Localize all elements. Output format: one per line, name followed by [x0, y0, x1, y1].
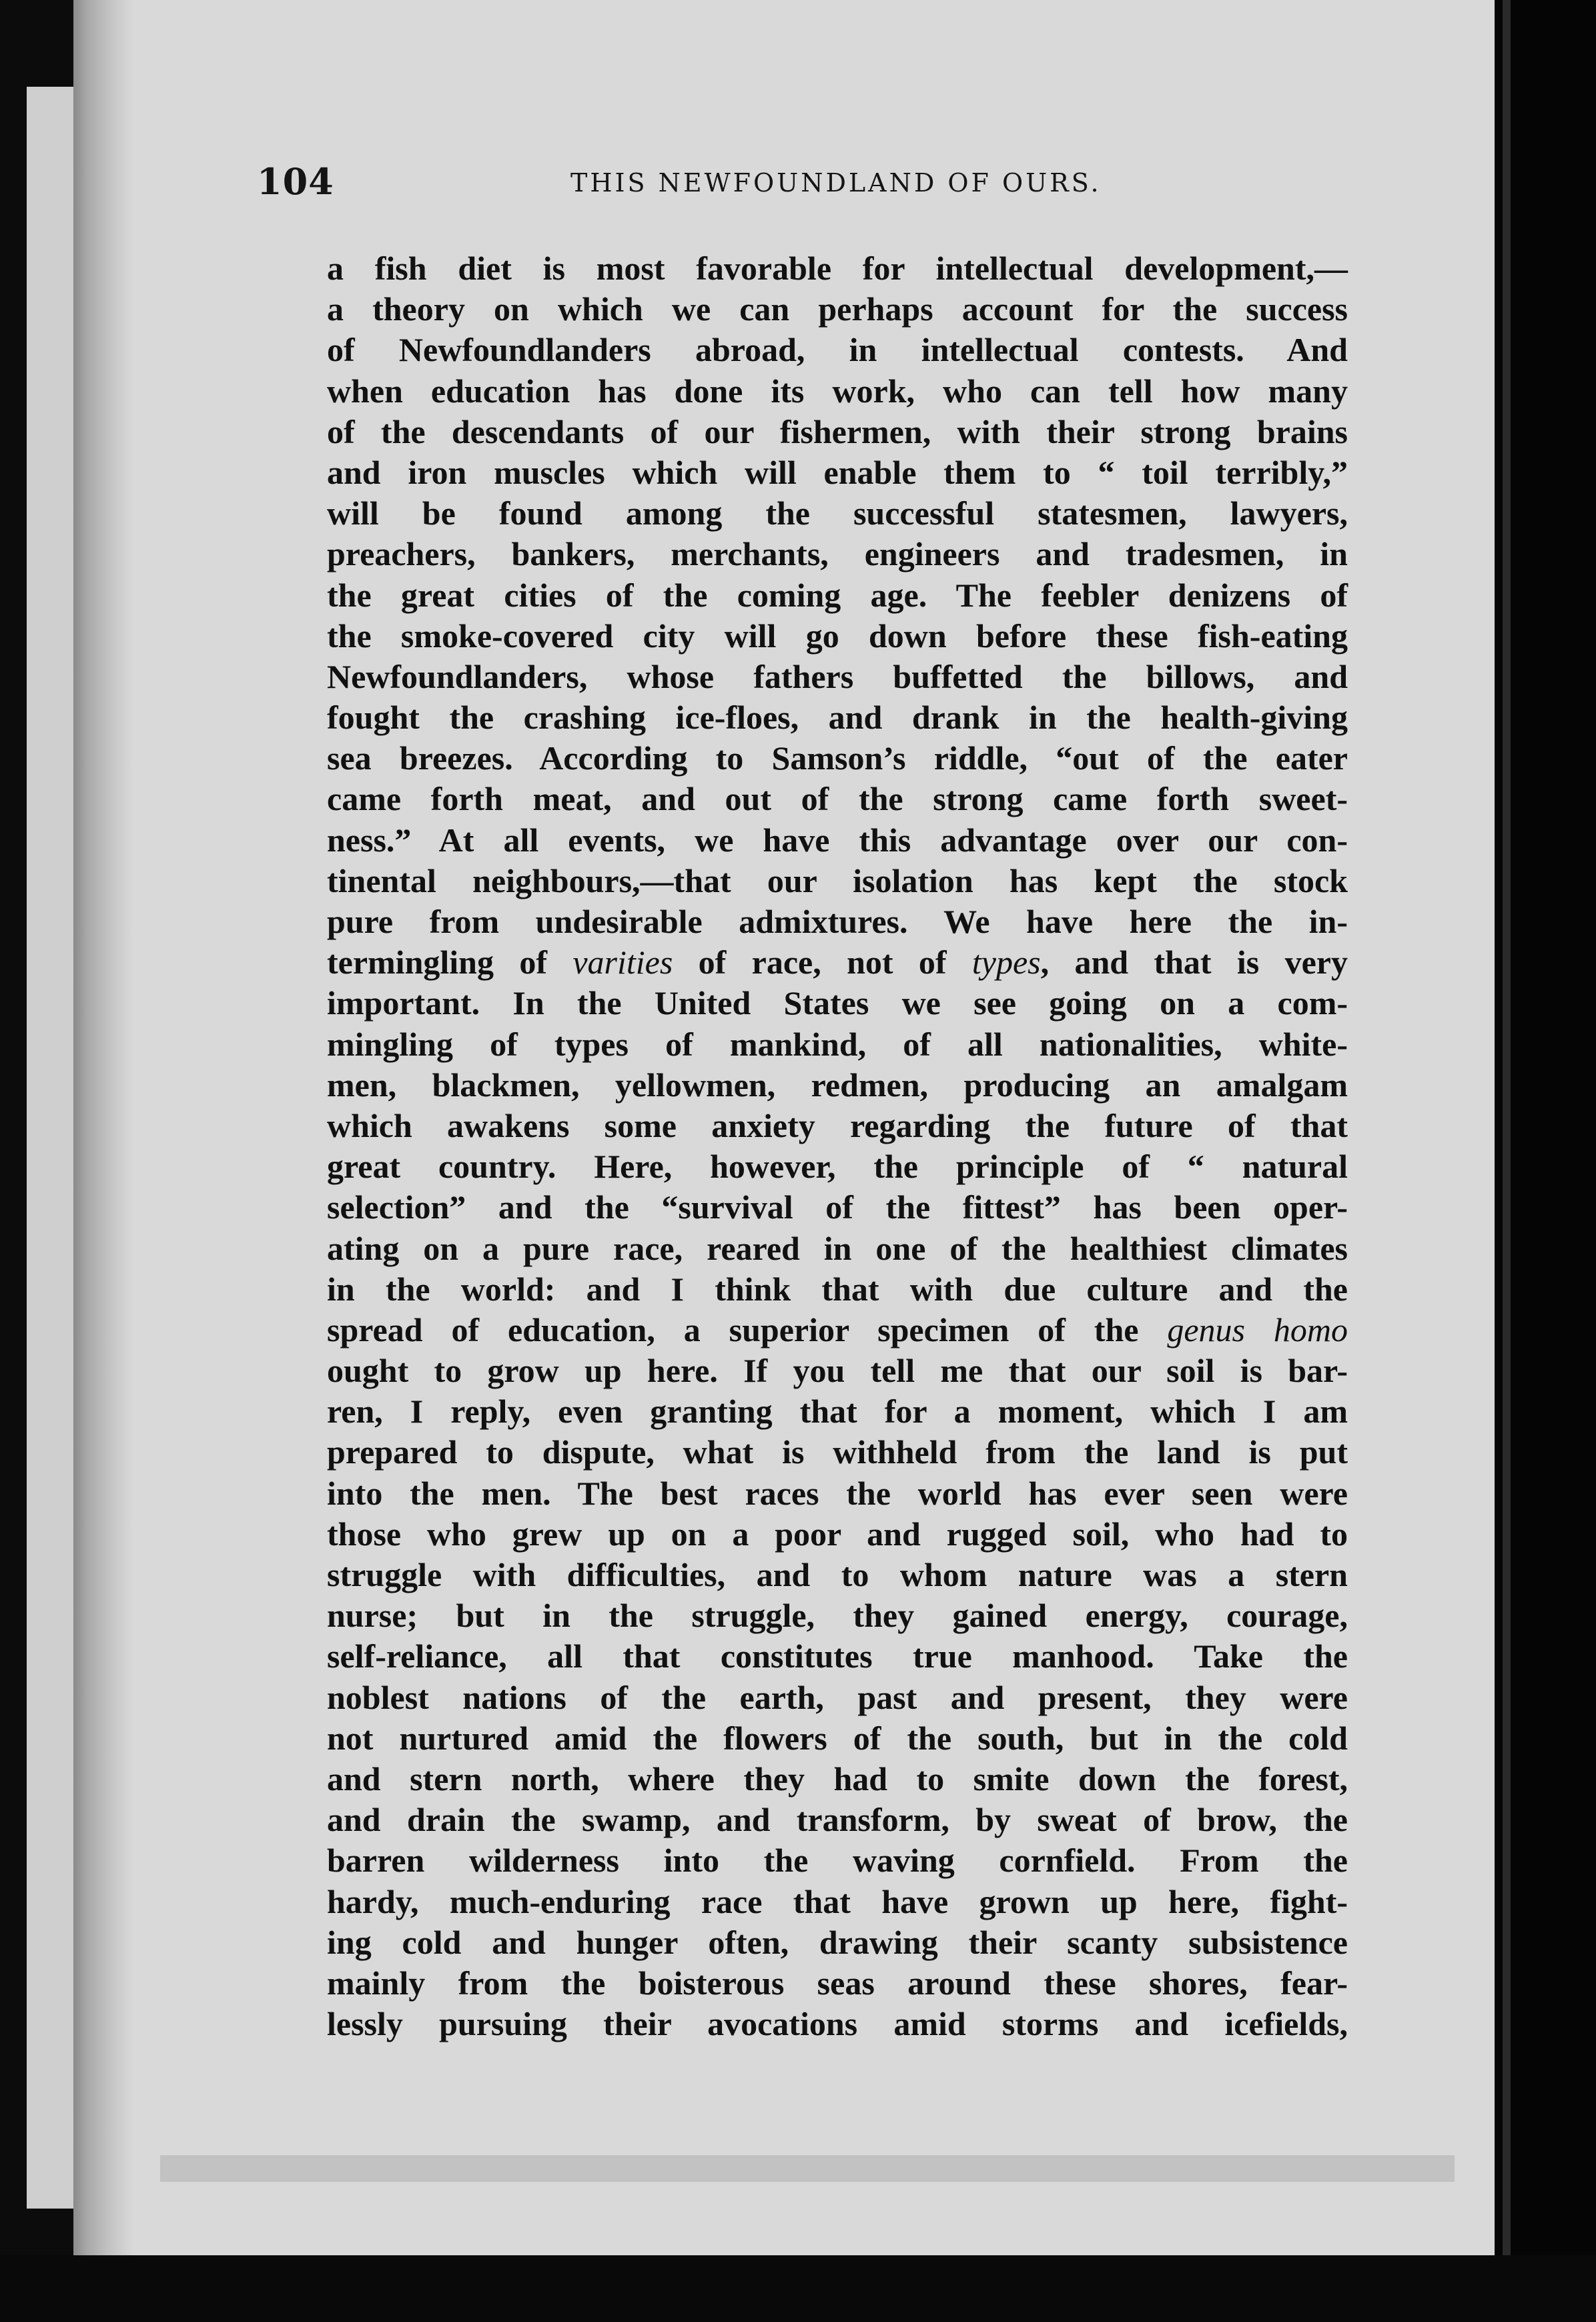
text-line: will be found among the successful statesmen, lawyers, [327, 494, 1348, 532]
text-line: nurse; but in the struggle, they gained energy, courage, [327, 1597, 1348, 1635]
text-line: hardy, much-enduring race that have grown up here, fight- [327, 1882, 1348, 1920]
body-text [327, 248, 1348, 2044]
text-line: ing cold and hunger often, drawing their scanty subsistence [327, 1923, 1348, 1961]
text-line: selection” and the “survival of the fittest” has been oper- [327, 1188, 1348, 1226]
text-line: struggle with difficulties, and to whom nature was a stern [327, 1556, 1348, 1593]
text-line: ness.” At all events, we have this advantage over our con- [327, 821, 1348, 859]
text-line: ating on a pure race, reared in one of the healthiest climates [327, 1229, 1348, 1267]
text-line: tinental neighbours,—that our isolation has kept the stock [327, 861, 1348, 899]
text-line: pure from undesirable admixtures. We have here the in- [327, 903, 1348, 940]
text-line: into the men. The best races the world has ever seen were [327, 1474, 1348, 1512]
italic-text: types [971, 943, 1041, 982]
text-line: spread of education, a superior specimen of the genus homo [327, 1310, 1348, 1348]
text-line: self-reliance, all that constitutes true manhood. Take the [327, 1637, 1348, 1675]
text-line: a theory on which we can perhaps account for the success [327, 290, 1348, 328]
text-line: and iron muscles which will enable them to “ toil terribly,” [327, 453, 1348, 491]
text-line: a fish diet is most favorable for intellectual development,— [327, 250, 1348, 287]
text-line: ought to grow up here. If you tell me that our soil is bar- [327, 1352, 1348, 1390]
text-line: in the world: and I think that with due culture and the [327, 1270, 1348, 1308]
text-line: men, blackmen, yellowmen, redmen, producing an amalgam [327, 1066, 1348, 1104]
scan-rule-right [1503, 0, 1511, 2322]
text-line: the smoke-covered city will go down before these fish-eating [327, 617, 1348, 655]
text-line: sea breezes. According to Samson’s riddle, “out of the eater [327, 739, 1348, 777]
text-line: of Newfoundlanders abroad, in intellectual contests. And [327, 331, 1348, 369]
text-line: lessly pursuing their avocations amid storms and icefields, [327, 2005, 1348, 2043]
running-title: THIS NEWFOUNDLAND OF OURS. [570, 168, 1102, 198]
text-line: important. In the United States we see going on a com- [327, 984, 1348, 1022]
text-line: those who grew up on a poor and rugged soil, who had to [327, 1515, 1348, 1553]
running-head [257, 160, 1358, 214]
text-line: fought the crashing ice-floes, and drank in the health-giving [327, 699, 1348, 737]
text-line: great country. Here, however, the principle of “ natural [327, 1148, 1348, 1186]
text-line: of the descendants of our fishermen, with their strong brains [327, 412, 1348, 450]
text-line: barren wilderness into the waving cornfield. From the [327, 1842, 1348, 1880]
text-line: came forth meat, and out of the strong came forth sweet- [327, 780, 1348, 818]
text-line: and stern north, where they had to smite down the forest, [327, 1760, 1348, 1798]
text-line: termingling of varities of race, not of types, and that is very [327, 943, 1348, 982]
binding-gutter-shadow [73, 0, 133, 2255]
text-line: mainly from the boisterous seas around these shores, fear- [327, 1964, 1348, 2002]
italic-text: varities [572, 943, 673, 982]
text-line: not nurtured amid the flowers of the south, but in the cold [327, 1719, 1348, 1757]
text-line: when education has done its work, who can tell how many [327, 372, 1348, 410]
text-line: Newfoundlanders, whose fathers buffetted the billows, and [327, 657, 1348, 695]
page-number: 104 [257, 160, 334, 203]
text-line: preachers, bankers, merchants, engineers and tradesmen, in [327, 535, 1348, 573]
text-line: the great cities of the coming age. The feebler denizens of [327, 576, 1348, 614]
italic-text: genus homo [1167, 1310, 1348, 1348]
text-line: ren, I reply, even granting that for a moment, which I am [327, 1393, 1348, 1431]
scan-border-bottom [0, 2255, 1596, 2322]
text-line: which awakens some anxiety regarding the future of that [327, 1106, 1348, 1144]
text-line: noblest nations of the earth, past and present, they were [327, 1678, 1348, 1716]
text-line: and drain the swamp, and transform, by sweat of brow, the [327, 1801, 1348, 1839]
page-bottom-edge [160, 2155, 1455, 2182]
text-line: prepared to dispute, what is withheld from the land is put [327, 1433, 1348, 1471]
text-line: mingling of types of mankind, of all nationalities, white- [327, 1025, 1348, 1063]
